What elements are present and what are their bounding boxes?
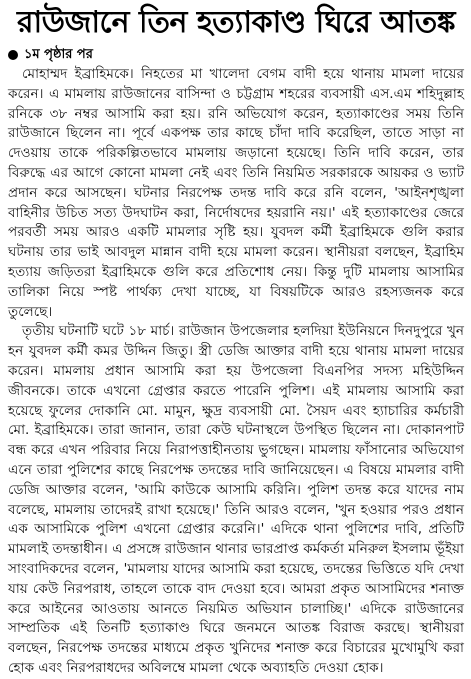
headline: রাউজানে তিন হত্যাকাণ্ড ঘিরে আতঙ্ক [16, 5, 456, 40]
paragraph-2: তৃতীয় ঘটনাটি ঘটে ১৮ মার্চ। রাউজান উপজেলার হলদিয়া ইউনিয়নে দিনদুপুরে খুন হন যুবদল কর্মী কমর উদ্দিন জিতু। স্ত্রী ডেজি আক্তার বাদী হয়ে থানায় মামলা দায়ের করেন। মামলায় প্রধান আসামি করা হয় উপজেলা বিএনপির সদস্য মহিউদ্দিন জীবনকে। তাকে এখনো গ্রেপ্তার করতে পারেনি পুলিশ। এই মামলায় আসামি করা হয়েছে ফুলের দোকানি মো. মামুন, ক্ষুদ্র ব্যবসায়ী মো. সৈয়দ এবং হ্যাচারির কর্মচারী মো. ইব্রাহিমকে। তারা জানান, তারা কেউ ঘটনাস্থলে উপস্থিত ছিলেন না। দোকানপাট বন্ধ করে এখন পরিবার নিয়ে নিরাপত্তাহীনতায় ভুগছেন। মামলায় ফাঁসানোর অভিযোগ এনে তারা পুলিশের কাছে নিরপেক্ষ তদন্তের দাবি জানিয়েছেন। এ বিষয়ে মামলার বাদী ডেজি আক্তার বলেন, 'আমি কাউকে আসামি করিনি। পুলিশ তদন্ত করে যাদের নাম বলেছে, মামলায় তাদেরই রাখা হয়েছে।' তিনি আরও বলেন, 'খুন হওয়ার পরও প্রধান এক আসামিকে পুলিশ এখনো গ্রেপ্তার করেনি।' এদিকে থানা পুলিশের দাবি, প্রতিটি মামলাই তদন্তাধীন। এ প্রসঙ্গে রাউজান থানার ভারপ্রাপ্ত কর্মকর্তা মনিরুল ইসলাম ভূঁইয়া সাংবাদিকদের বলেন, 'মামলায় যাদের আসামি করা হয়েছে, তদন্তের ভিত্তিতে যদি দেখা যায় কেউ নিরপরাধ, তাহলে তাকে বাদ দেওয়া হবে। আমরা প্রকৃত আসামিদের শনাক্ত করে আইনের আওতায় আনতে নিয়মিত অভিযান চালাচ্ছি।' এদিকে রাউজানের সাম্প্রতিক এই তিনটি হত্যাকাণ্ড ঘিরে জনমনে আতঙ্ক বিরাজ করছে। স্থানীয়রা বলছেন, নিরপেক্ষ তদন্তের মাধ্যমে প্রকৃত খুনিদের শনাক্ত করে বিচারের মুখোমুখি করা হোক এবং নিরপরাধদের অবিলম্বে মামলা থেকে অব্যাহতি দেওয়া হোক। [8, 323, 464, 676]
bullet-icon [8, 50, 18, 60]
article-body [8, 65, 464, 676]
continuation-label: ১ম পৃষ্ঠার পর [24, 46, 93, 62]
continuation-note [8, 46, 93, 64]
paragraph-1: মোহাম্মদ ইব্রাহিমকে। নিহতের মা খালেদা বেগম বাদী হয়ে থানায় মামলা দায়ের করেন। এ মামলায় রাউজানের বাসিন্দা ও চট্টগ্রাম শহরের ব্যবসায়ী এস.এম শহিদুল্লাহ রনিকে ৩৮ নম্বর আসামি করা হয়। রনি অভিযোগ করেন, হত্যাকাণ্ডের সময় তিনি রাউজানে ছিলেন না। পূর্বে একপক্ষ তার কাছে চাঁদা দাবি করেছিল, তাতে সাড়া না দেওয়ায় তাকে পরিকল্পিতভাবে মামলায় জড়ানো হয়েছে। তিনি দাবি করেন, তার বিরুদ্ধে এর আগে কোনো মামলা নেই এবং তিনি নিয়মিত সরকারকে আয়কর ও ভ্যাট প্রদান করে আসছেন। ঘটনার নিরপেক্ষ তদন্ত দাবি করে রনি বলেন, 'আইনশৃঙ্খলা বাহিনীর উচিত সত্য উদঘাটন করা, নির্দোষদের হয়রানি নয়।' এই হত্যাকাণ্ডের জেরে পরবর্তী সময় আরও একটি মামলার সৃষ্টি হয়। যুবদল কর্মী ইব্রাহিমকে গুলি করার ঘটনায় তার ভাই আবদুল মান্নান বাদী হয়ে মামলা করেন। স্থানীয়রা বলছেন, ইব্রাহিম হত্যায় জড়িতরা ইব্রাহিমকে গুলি করে প্রতিশোধ নেয়। কিন্তু দুটি মামলায় আসামির তালিকা নিয়ে স্পষ্ট পার্থক্য দেখা যাচ্ছে, যা বিষয়টিকে আরও রহস্যজনক করে তুলেছে। [8, 66, 464, 320]
